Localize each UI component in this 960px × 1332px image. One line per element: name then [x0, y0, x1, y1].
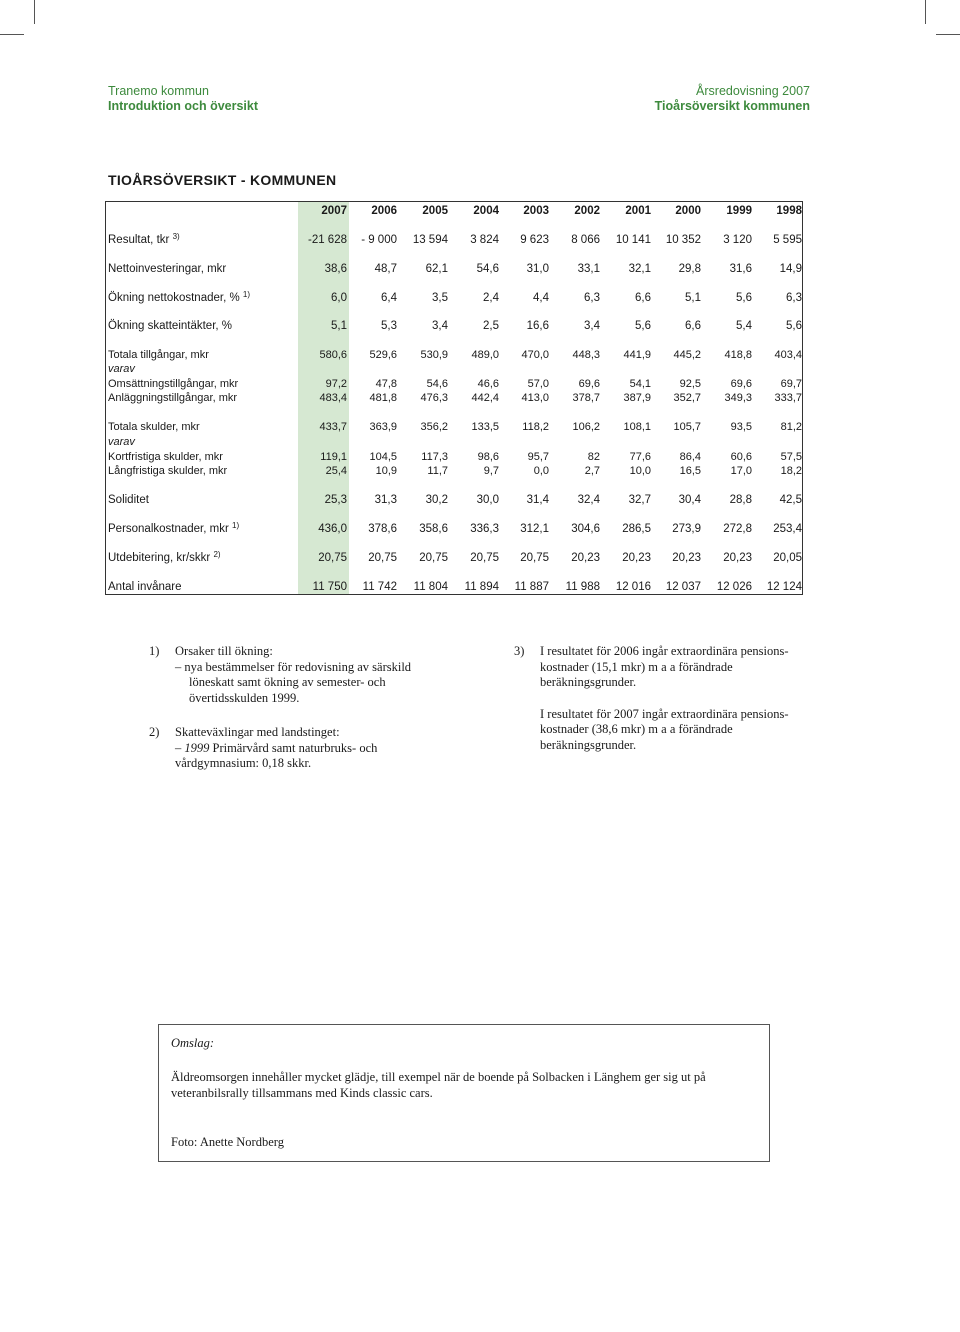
table-cell: -21 628: [307, 234, 347, 246]
table-cell: 3,4: [432, 320, 448, 332]
table-row: [106, 522, 802, 536]
row-label: [108, 580, 182, 594]
table-cell: 104,5: [369, 451, 397, 463]
table-cell: 16,5: [679, 465, 701, 477]
table-cell: 81,2: [780, 421, 802, 433]
table-cell: 5,6: [786, 320, 802, 332]
table-cell: 29,8: [678, 263, 701, 275]
table-cell: 32,4: [577, 494, 600, 506]
footnote-text: [175, 741, 415, 772]
table-cell: 10,0: [629, 465, 651, 477]
footnote-3: [514, 644, 814, 764]
table-cell: 25,4: [325, 465, 347, 477]
table-cell: 442,4: [471, 392, 499, 404]
table-header-row: [106, 204, 802, 218]
table-cell: 530,9: [420, 349, 448, 361]
cover-info-box: [158, 1024, 770, 1162]
table-cell: 20,05: [773, 552, 802, 564]
table-cell: 106,2: [572, 421, 600, 433]
table-cell: 33,1: [577, 263, 600, 275]
table-cell: 2007: [321, 205, 347, 217]
table-cell: 273,9: [672, 523, 701, 535]
header-chapter: Tioårsöversikt kommunen: [654, 99, 810, 113]
table-cell: 18,2: [780, 465, 802, 477]
table-cell: 14,9: [779, 263, 802, 275]
row-footnote-ref: 2): [213, 550, 221, 559]
table-cell: 46,6: [477, 378, 499, 390]
table-cell: 13 594: [412, 234, 448, 246]
table-cell: 5 595: [773, 234, 802, 246]
table-cell: 483,4: [319, 392, 347, 404]
footnote-dash: –: [175, 740, 185, 755]
footnote-text: – nya bestämmelser för redovisning av särskild löneskatt samt ökning av semester- och övertidsskulden 1999.: [175, 659, 412, 705]
row-label: [108, 493, 149, 507]
table-row: [106, 348, 802, 362]
row-label: [108, 435, 135, 449]
table-cell: 2000: [675, 205, 701, 217]
table-cell: 580,6: [319, 349, 347, 361]
row-label-text: Antal invånare: [108, 581, 182, 593]
row-label-text: Soliditet: [108, 494, 149, 506]
table-cell: 48,7: [374, 263, 397, 275]
table-cell: 2,4: [483, 292, 499, 304]
table-cell: 98,6: [477, 451, 499, 463]
table-cell: 5,6: [736, 292, 752, 304]
table-cell: 86,4: [679, 451, 701, 463]
table-cell: 1999: [726, 205, 752, 217]
table-cell: 38,6: [324, 263, 347, 275]
table-cell: 5,1: [685, 292, 701, 304]
header-org: Tranemo kommun: [108, 84, 209, 98]
row-label-text: varav: [108, 363, 135, 375]
table-cell: 333,7: [774, 392, 802, 404]
table-cell: 31,3: [374, 494, 397, 506]
crop-mark: [34, 0, 35, 24]
table-row: [106, 420, 802, 434]
row-footnote-ref: 1): [232, 521, 240, 530]
table-cell: 69,6: [730, 378, 752, 390]
table-cell: 5,3: [381, 320, 397, 332]
table-cell: 11 750: [312, 581, 347, 593]
table-cell: 30,2: [425, 494, 448, 506]
row-label-text: Anläggningstillgångar, mkr: [108, 392, 238, 404]
row-label: [108, 420, 200, 434]
table-cell: 304,6: [571, 523, 600, 535]
row-label-text: varav: [108, 436, 135, 448]
table-cell: 97,2: [325, 378, 347, 390]
table-cell: 60,6: [730, 451, 752, 463]
table-cell: 6,3: [584, 292, 600, 304]
table-row: [106, 233, 802, 247]
table-cell: 6,3: [786, 292, 802, 304]
row-footnote-ref: 1): [242, 290, 251, 299]
table-cell: 445,2: [673, 349, 701, 361]
subgroup-label: [106, 362, 802, 376]
table-cell: 476,3: [420, 392, 448, 404]
table-cell: 272,8: [723, 523, 752, 535]
table-cell: 117,3: [421, 451, 448, 463]
table-cell: 0,0: [533, 465, 549, 477]
row-label-text: Personalkostnader, mkr: [108, 523, 229, 535]
row-label-text: Nettoinvesteringar, mkr: [108, 263, 227, 275]
table-cell: 57,0: [527, 378, 549, 390]
table-cell: 6,0: [331, 292, 347, 304]
table-cell: 20,23: [723, 552, 752, 564]
table-cell: 31,6: [729, 263, 752, 275]
table-cell: 20,23: [672, 552, 701, 564]
footnote-2: [149, 725, 469, 775]
table-cell: 30,4: [678, 494, 701, 506]
table-cell: 352,7: [673, 392, 701, 404]
table-cell: 69,7: [780, 378, 802, 390]
row-label: [108, 262, 226, 276]
table-cell: 5,6: [635, 320, 651, 332]
table-cell: 2,7: [584, 465, 600, 477]
footnote-number: 1): [149, 644, 160, 658]
table-cell: 2001: [625, 205, 651, 217]
crop-mark: [936, 34, 960, 35]
row-label: [108, 377, 238, 391]
table-cell: 2002: [574, 205, 600, 217]
table-cell: 418,8: [724, 349, 752, 361]
table-row: [106, 580, 802, 594]
table-cell: 3,5: [432, 292, 448, 304]
page-title: TIOÅRSÖVERSIKT - KOMMUNEN: [108, 172, 337, 188]
table-cell: 62,1: [425, 263, 448, 275]
row-label: [108, 348, 209, 362]
table-cell: 9 623: [520, 234, 549, 246]
crop-mark: [925, 0, 926, 24]
table-cell: 253,4: [773, 523, 802, 535]
table-row: [106, 262, 802, 276]
header-left: [108, 84, 258, 114]
table-cell: 387,9: [623, 392, 651, 404]
table-cell: 11 988: [565, 581, 600, 593]
header-report: Årsredovisning 2007: [696, 84, 810, 98]
table-cell: 10 352: [665, 234, 701, 246]
table-cell: 441,9: [623, 349, 651, 361]
table-cell: 17,0: [730, 465, 752, 477]
footnote-number: 2): [149, 725, 160, 739]
table-cell: 20,75: [368, 552, 397, 564]
row-label: [108, 319, 232, 333]
table-cell: 69,6: [578, 378, 600, 390]
table-cell: 2006: [371, 205, 397, 217]
table-cell: 105,7: [673, 421, 701, 433]
table-cell: 10 141: [615, 234, 651, 246]
table-cell: 2005: [422, 205, 448, 217]
row-label-text: Ökning skatteintäkter, %: [108, 320, 233, 332]
table-row: [106, 319, 802, 333]
table-cell: 95,7: [527, 451, 549, 463]
table-cell: 6,6: [635, 292, 651, 304]
row-label-text: Totala skulder, mkr: [108, 421, 200, 433]
row-label-text: Resultat, tkr: [108, 234, 170, 246]
table-row: [106, 291, 802, 305]
table-cell: 11 804: [413, 581, 448, 593]
table-cell: 20,75: [470, 552, 499, 564]
table-cell: 481,8: [369, 392, 397, 404]
table-cell: 54,6: [426, 378, 448, 390]
table-cell: 1998: [776, 205, 802, 217]
table-cell: 12 124: [766, 581, 802, 593]
table-cell: 358,6: [419, 523, 448, 535]
table-cell: 403,4: [774, 349, 802, 361]
row-label: [108, 391, 237, 405]
table-cell: 31,0: [526, 263, 549, 275]
table-cell: 336,3: [470, 523, 499, 535]
table-row: [106, 450, 802, 464]
row-label-text: Omsättningstillgångar, mkr: [108, 378, 239, 390]
table-cell: 20,23: [571, 552, 600, 564]
table-row: [106, 391, 802, 405]
header-section: Introduktion och översikt: [108, 99, 259, 113]
table-cell: 4,4: [533, 292, 549, 304]
footnote-text-2: I resultatet för 2007 ingår extraordinära pensions-kostnader (38,6 mkr) m a a förändrade beräkningsgrunder.: [540, 706, 789, 752]
footnote-number: 3): [514, 644, 525, 658]
table-cell: 47,8: [375, 378, 397, 390]
table-cell: 2003: [523, 205, 549, 217]
row-label: [108, 522, 239, 536]
table-cell: 12 026: [716, 581, 752, 593]
table-cell: 436,0: [318, 523, 347, 535]
table-cell: 118,2: [522, 421, 549, 433]
table-cell: 42,5: [779, 494, 802, 506]
footnote-1: [149, 644, 469, 714]
table-cell: 93,5: [730, 421, 752, 433]
table-cell: 529,6: [369, 349, 397, 361]
table-cell: 356,2: [420, 421, 448, 433]
table-cell: 12 016: [615, 581, 651, 593]
table-cell: 12 037: [665, 581, 701, 593]
table-cell: 92,5: [679, 378, 701, 390]
row-label: [108, 464, 227, 478]
table-cell: 32,7: [628, 494, 651, 506]
table-cell: 3 120: [723, 234, 752, 246]
footnote-detail: Primärvård samt naturbruks- och vårdgymnasium: 0,18 skkr.: [175, 740, 378, 770]
footnote-title: Orsaker till ökning:: [175, 644, 273, 658]
table-cell: 108,1: [623, 421, 651, 433]
table-cell: 82: [587, 451, 600, 463]
table-cell: 5,4: [736, 320, 752, 332]
table-cell: 11 894: [464, 581, 499, 593]
table-cell: 28,8: [729, 494, 752, 506]
table-cell: 31,4: [526, 494, 549, 506]
table-cell: 119,1: [320, 451, 347, 463]
table-cell: 413,0: [521, 392, 549, 404]
table-cell: 11 887: [514, 581, 549, 593]
table-cell: 32,1: [628, 263, 651, 275]
table-cell: 20,75: [419, 552, 448, 564]
table-cell: 470,0: [521, 349, 549, 361]
table-cell: 16,6: [526, 320, 549, 332]
crop-mark: [0, 34, 24, 35]
footnote-text: I resultatet för 2006 ingår extraordinära pensions-kostnader (15,1 mkr) m a a förändrade beräkningsgrunder.: [540, 644, 789, 689]
table-cell: 54,6: [476, 263, 499, 275]
table-cell: 433,7: [319, 421, 347, 433]
row-label: [108, 362, 135, 376]
photo-credit: Foto: Anette Nordberg: [171, 1135, 284, 1149]
table-cell: 378,7: [572, 392, 600, 404]
table-cell: 489,0: [471, 349, 499, 361]
table-cell: 9,7: [483, 465, 499, 477]
table-cell: 3 824: [470, 234, 499, 246]
cover-heading: Omslag:: [171, 1036, 215, 1050]
subgroup-label: [106, 435, 802, 449]
table-cell: 3,4: [584, 320, 600, 332]
table-cell: 20,75: [318, 552, 347, 564]
table-cell: - 9 000: [361, 234, 397, 246]
row-label: [108, 233, 180, 247]
table-cell: 11 742: [362, 581, 397, 593]
ten-year-table: [105, 201, 803, 595]
row-label: [108, 291, 250, 305]
row-footnote-ref: 3): [172, 232, 180, 241]
table-cell: 378,6: [368, 523, 397, 535]
table-row: [106, 464, 802, 478]
table-cell: 5,1: [331, 320, 347, 332]
row-label: [108, 551, 221, 565]
table-cell: 6,6: [685, 320, 701, 332]
table-cell: 20,23: [622, 552, 651, 564]
table-cell: 312,1: [520, 523, 549, 535]
row-label-text: Kortfristiga skulder, mkr: [108, 451, 223, 463]
header-right: [655, 84, 810, 114]
footnote-year: 1999: [184, 740, 210, 755]
table-cell: 57,5: [780, 451, 802, 463]
table-row: [106, 551, 802, 565]
row-label-text: Totala tillgångar, mkr: [108, 349, 209, 361]
table-cell: 6,4: [381, 292, 397, 304]
table-cell: 11,7: [427, 465, 448, 477]
row-label-text: Långfristiga skulder, mkr: [108, 465, 228, 477]
table-cell: 8 066: [571, 234, 600, 246]
table-row: [106, 493, 802, 507]
table-cell: 2,5: [483, 320, 499, 332]
table-cell: 2004: [473, 205, 499, 217]
row-label: [108, 450, 223, 464]
footnote-title: Skatteväxlingar med landstinget:: [175, 725, 340, 739]
table-cell: 77,6: [629, 451, 651, 463]
table-cell: 349,3: [724, 392, 752, 404]
table-cell: 20,75: [520, 552, 549, 564]
cover-text: Äldreomsorgen innehåller mycket glädje, till exempel när de boende på Solbacken i Länghem ger sig ut på veteranbilsrally tillsammans med Kinds classic cars.: [171, 1070, 706, 1100]
table-cell: 30,0: [476, 494, 499, 506]
table-cell: 363,9: [369, 421, 397, 433]
table-row: [106, 377, 802, 391]
row-label-text: Utdebitering, kr/skkr: [108, 552, 211, 564]
row-label-text: Ökning nettokostnader, %: [108, 292, 240, 304]
table-cell: 286,5: [622, 523, 651, 535]
table-cell: 448,3: [572, 349, 600, 361]
table-cell: 133,5: [471, 421, 499, 433]
table-cell: 54,1: [629, 378, 651, 390]
table-cell: 25,3: [324, 494, 347, 506]
table-cell: 10,9: [375, 465, 397, 477]
